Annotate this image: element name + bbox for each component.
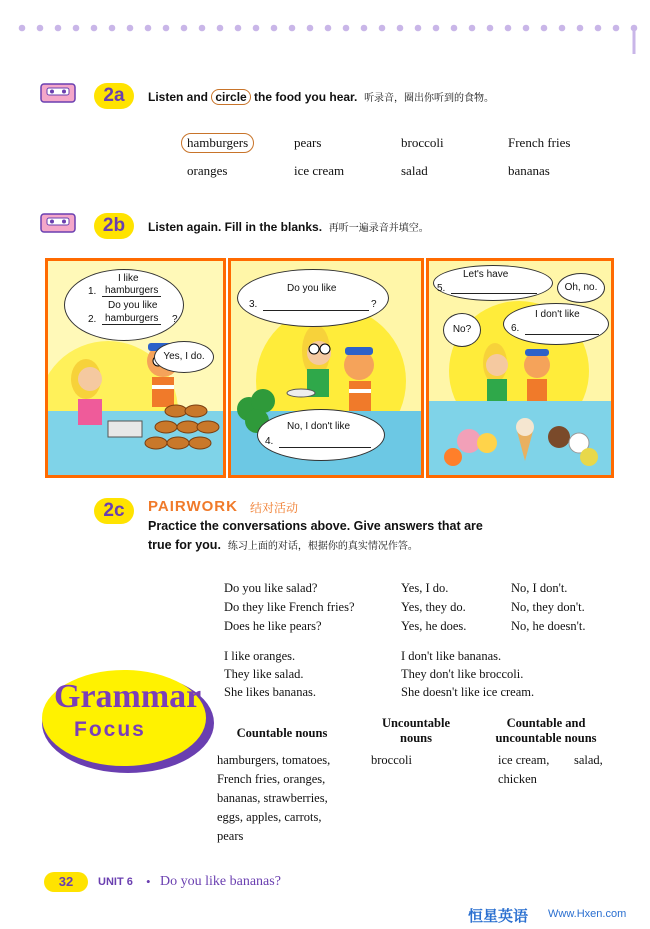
footer-bullet: • [146, 874, 151, 889]
like-sentence: She likes bananas. [224, 685, 316, 699]
blank-4-number: 4. [265, 436, 274, 447]
instruction-2b-cn: 再听一遍录音并填空。 [328, 223, 429, 234]
no-answer: No, I don't. [511, 581, 568, 595]
blank-6-line[interactable] [525, 323, 599, 335]
yes-answer: Yes, he does. [401, 619, 467, 633]
like-sentence: They like salad. [224, 667, 304, 681]
food-french-fries[interactable]: French fries [508, 135, 571, 150]
logo-focus: Focus [74, 718, 146, 741]
question: Do you like salad? [224, 581, 318, 595]
countable-line: hamburgers, tomatoes, [217, 753, 331, 767]
dislike-sentence: She doesn't like ice cream. [401, 685, 535, 699]
circle-word: circle [211, 89, 250, 105]
badge-2b: 2b [94, 213, 134, 239]
instruction-2a-pre: Listen and [148, 90, 212, 104]
bubble-text: Do you like [108, 300, 158, 311]
no-answer: No, they don't. [511, 600, 585, 614]
food-pears[interactable]: pears [294, 135, 322, 150]
yes-answer: Yes, I do. [401, 581, 449, 595]
header-both-2: uncountable nouns [495, 731, 597, 745]
food-hamburgers[interactable]: hamburgers [181, 133, 254, 153]
header-uncountable-1: Uncountable [381, 716, 451, 730]
both-noun: chicken [498, 772, 537, 786]
badge-2a: 2a [94, 83, 134, 109]
countable-line: pears [217, 829, 244, 843]
blank-1-number: 1. [88, 286, 97, 297]
instruction-2c-line2 [148, 537, 418, 552]
uncountable-noun: broccoli [371, 753, 412, 767]
blank-5-number: 5. [437, 283, 446, 294]
blank-4-line[interactable] [279, 436, 371, 448]
instruction-2b [148, 219, 429, 234]
instruction-2a-cn: 听录音，圈出你听到的食物。 [364, 93, 495, 104]
blank-2-number: 2. [88, 314, 97, 325]
cassette-icon [40, 83, 76, 103]
speech-bubble [257, 409, 385, 461]
speech-bubble [237, 269, 389, 327]
comic-panel-3 [426, 258, 614, 478]
blank-6-number: 6. [511, 323, 520, 334]
blank-1-answer[interactable]: hamburgers [102, 285, 161, 297]
unit-title: Do you like bananas? [160, 874, 281, 889]
pairwork-title-cn: 结对活动 [250, 501, 299, 515]
page-number: 32 [44, 872, 88, 892]
reply-bubble: Yes, I do. [154, 341, 214, 373]
bubble-text: No, I don't like [287, 421, 351, 432]
countable-line: bananas, strawberries, [217, 791, 328, 805]
cassette-icon [40, 213, 76, 233]
instruction-2a [148, 89, 494, 104]
dislike-sentence: I don't like bananas. [401, 649, 502, 663]
blank-2-answer[interactable]: hamburgers [102, 313, 161, 325]
reply-bubble: No? [443, 313, 481, 347]
blank-5-line[interactable] [451, 282, 537, 294]
pairwork-title: PAIRWORK [148, 498, 238, 515]
comic-panel-1 [45, 258, 226, 478]
instruction-2b-text: Listen again. Fill in the blanks. [148, 220, 323, 234]
dislike-sentence: They don't like broccoli. [401, 667, 524, 681]
both-noun: salad, [574, 753, 603, 767]
no-answer: No, he doesn't. [511, 619, 586, 633]
header-uncountable-2: nouns [400, 731, 432, 745]
bubble-text: Do you like [287, 283, 337, 294]
both-noun: ice cream, [498, 753, 550, 767]
blank-3-number: 3. [249, 299, 258, 310]
question-mark: ? [172, 314, 178, 325]
brand-url: Www.Hxen.com [548, 908, 627, 920]
unit-label: UNIT 6 [98, 876, 133, 888]
food-bananas[interactable]: bananas [508, 163, 550, 178]
bubble-text: I don't like [535, 309, 580, 320]
header-both-1: Countable and [506, 716, 586, 730]
food-broccoli[interactable]: broccoli [401, 135, 444, 150]
question: Do they like French fries? [224, 600, 355, 614]
instruction-2c-cn: 练习上面的对话，根据你的真实情况作答。 [227, 541, 418, 552]
comic-panel-2 [228, 258, 424, 478]
reply-bubble: Oh, no. [557, 273, 605, 303]
food-ice-cream[interactable]: ice cream [294, 163, 345, 178]
yes-answer: Yes, they do. [401, 600, 466, 614]
question: Does he like pears? [224, 619, 322, 633]
badge-2c: 2c [94, 498, 134, 524]
bubble-text: Let's have [463, 269, 509, 280]
logo-grammar: Grammar [54, 678, 202, 715]
question-mark: ? [371, 299, 377, 310]
blank-3-line[interactable] [263, 299, 369, 311]
dot-border [0, 14, 650, 54]
like-sentence: I like oranges. [224, 649, 296, 663]
instruction-2c-text: true for you. [148, 538, 221, 552]
food-salad[interactable]: salad [401, 163, 428, 178]
brand-watermark: 恒星英语 [468, 907, 529, 925]
instruction-2a-post: the food you hear. [250, 90, 358, 104]
countable-line: French fries, oranges, [217, 772, 326, 786]
header-countable: Countable nouns [236, 726, 328, 740]
countable-line: eggs, apples, carrots, [217, 810, 322, 824]
instruction-2c-line1: Practice the conversations above. Give answers that are [148, 519, 483, 533]
bubble-text: I like [118, 273, 139, 284]
food-oranges[interactable]: oranges [187, 163, 228, 178]
